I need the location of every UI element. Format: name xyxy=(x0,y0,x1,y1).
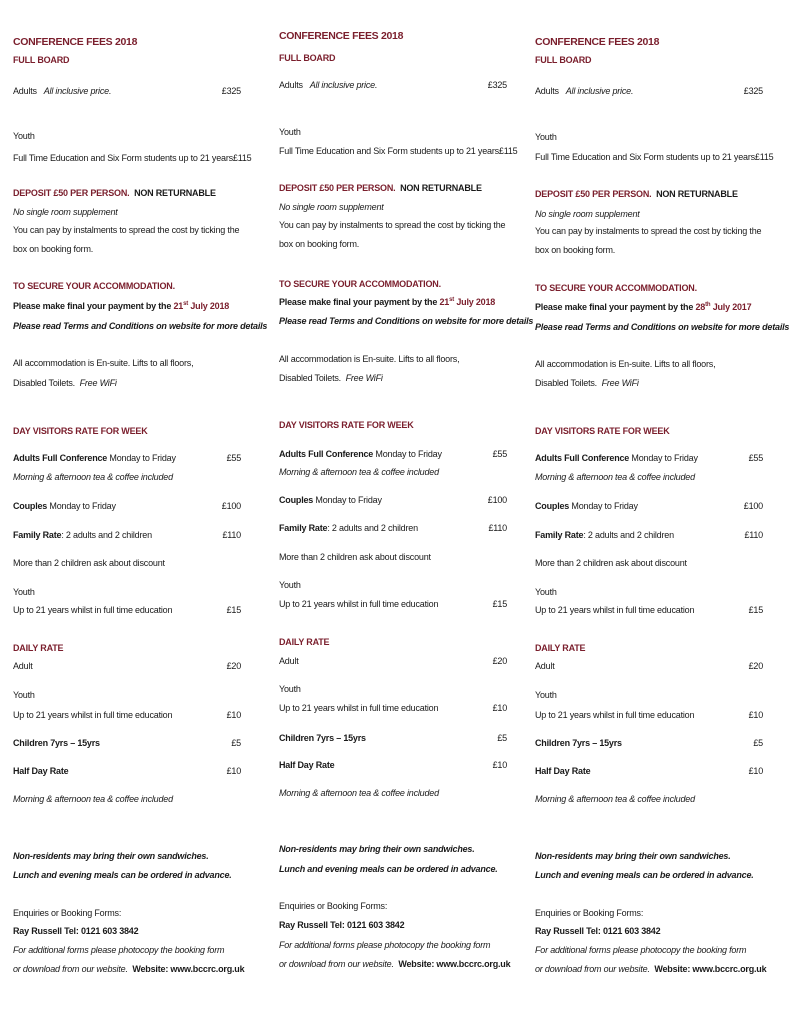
youth-label: Youth xyxy=(535,132,557,142)
adult-row xyxy=(13,660,241,672)
download-note: or download from our website. xyxy=(279,959,394,969)
youth-label: Youth xyxy=(279,127,301,137)
adults-full-label: Adults Full Conference xyxy=(13,453,108,463)
final-payment-date xyxy=(439,297,495,307)
dv-youth-label: Youth xyxy=(535,587,557,597)
website-line xyxy=(13,963,245,975)
free-wifi: Free WiFi xyxy=(345,373,383,383)
final-sup: th xyxy=(705,302,711,308)
adults-label: Adults xyxy=(279,80,303,90)
youth-desc: Full Time Education and Six Form students up to 21 years xyxy=(13,153,233,163)
disabled-toilets: Disabled Toilets. xyxy=(13,378,75,388)
children-price: £5 xyxy=(753,738,763,748)
family-row xyxy=(13,529,241,541)
deposit-non-returnable: NON RETURNABLE xyxy=(134,188,216,198)
dv-youth-desc: Up to 21 years whilst in full time education xyxy=(535,605,695,615)
children-row xyxy=(535,737,763,749)
halfday-price: £10 xyxy=(226,766,241,776)
adults-price: £325 xyxy=(487,80,507,90)
adult-row xyxy=(535,660,763,672)
more-children-note: More than 2 children ask about discount xyxy=(13,558,165,568)
meals-note: Lunch and evening meals can be ordered in advance. xyxy=(535,870,754,880)
day-visitors-title: DAY VISITORS RATE FOR WEEK xyxy=(13,426,148,436)
final-payment-date xyxy=(173,301,229,311)
family-row xyxy=(279,522,507,534)
website-link[interactable]: Website: www.bccrc.org.uk xyxy=(132,964,245,974)
full-board-label: FULL BOARD xyxy=(13,55,70,65)
enquiries-label: Enquiries or Booking Forms: xyxy=(535,908,644,918)
adults-note: All inclusive price. xyxy=(309,80,378,90)
couples-desc: Monday to Friday xyxy=(571,501,638,511)
final-month: July 2018 xyxy=(190,301,230,311)
more-children-note: More than 2 children ask about discount xyxy=(279,552,431,562)
adults-row xyxy=(279,79,507,91)
nonresidents-note: Non-residents may bring their own sandwiches. xyxy=(13,851,209,861)
couples-row xyxy=(13,500,241,512)
no-single-supplement: No single room supplement xyxy=(13,207,118,217)
secure-title: TO SECURE YOUR ACCOMMODATION. xyxy=(535,283,697,293)
family-price: £110 xyxy=(488,523,507,533)
adults-note: All inclusive price. xyxy=(565,86,634,96)
children-price: £5 xyxy=(497,733,507,743)
final-sup: st xyxy=(183,301,189,307)
column-title: CONFERENCE FEES 2018 xyxy=(535,36,660,48)
children-label: Children 7yrs – 15yrs xyxy=(279,733,366,743)
dv-youth-price: £15 xyxy=(748,605,763,615)
adults-note: All inclusive price. xyxy=(43,86,112,96)
family-price: £110 xyxy=(744,530,763,540)
halfday-label: Half Day Rate xyxy=(279,760,335,770)
secure-title: TO SECURE YOUR ACCOMMODATION. xyxy=(13,281,175,291)
youth-price: £115 xyxy=(754,152,774,162)
youth-price: £115 xyxy=(232,153,252,163)
dv-youth-price: £15 xyxy=(492,599,507,609)
daily-youth-row xyxy=(535,709,763,721)
family-desc: : 2 adults and 2 children xyxy=(61,530,152,540)
enquiries-label: Enquiries or Booking Forms: xyxy=(13,908,122,918)
adults-price: £325 xyxy=(221,86,241,96)
family-label: Family Rate xyxy=(279,523,328,533)
final-payment xyxy=(535,301,763,313)
adults-row xyxy=(535,85,763,97)
adults-full-row xyxy=(535,452,763,464)
dv-youth-desc: Up to 21 years whilst in full time education xyxy=(279,599,439,609)
adults-full-row xyxy=(279,448,507,460)
adult-label: Adult xyxy=(13,661,33,671)
disabled-line xyxy=(535,377,763,389)
meals-note: Lunch and evening meals can be ordered in advance. xyxy=(13,870,232,880)
daily-youth-price: £10 xyxy=(492,703,507,713)
couples-label: Couples xyxy=(279,495,314,505)
adults-full-price: £55 xyxy=(226,453,241,463)
children-row xyxy=(13,737,241,749)
deposit-non-returnable: NON RETURNABLE xyxy=(656,189,738,199)
final-payment-date xyxy=(695,302,751,312)
youth-desc: Full Time Education and Six Form students up to 21 years xyxy=(279,146,499,156)
family-label: Family Rate xyxy=(13,530,62,540)
day-visitors-title: DAY VISITORS RATE FOR WEEK xyxy=(279,420,414,430)
website-link[interactable]: Website: www.bccrc.org.uk xyxy=(654,964,767,974)
tea-note: Morning & afternoon tea & coffee included xyxy=(13,472,173,482)
deposit-line xyxy=(13,187,241,199)
final-payment xyxy=(13,300,241,312)
adults-full-days: Monday to Friday xyxy=(109,453,176,463)
adults-full-price: £55 xyxy=(492,449,507,459)
adults-row xyxy=(13,85,241,97)
meals-note: Lunch and evening meals can be ordered in advance. xyxy=(279,864,498,874)
instalments-note: You can pay by instalments to spread the cost by ticking the box on booking form. xyxy=(13,225,240,254)
ensuite-note: All accommodation is En-suite. Lifts to all floors, xyxy=(535,359,716,369)
final-day: 28 xyxy=(695,302,706,312)
couples-row xyxy=(279,494,507,506)
adult-price: £20 xyxy=(492,656,507,666)
youth-row xyxy=(13,152,252,164)
final-payment-text: Please make final your payment by the xyxy=(279,297,438,307)
halfday-row xyxy=(13,765,241,777)
couples-label: Couples xyxy=(13,501,48,511)
daily-rate-title: DAILY RATE xyxy=(279,637,330,647)
download-note: or download from our website. xyxy=(13,964,128,974)
no-single-supplement: No single room supplement xyxy=(279,202,384,212)
tea-note: Morning & afternoon tea & coffee included xyxy=(279,467,439,477)
column-title: CONFERENCE FEES 2018 xyxy=(279,30,404,42)
final-payment-text: Please make final your payment by the xyxy=(535,302,694,312)
adult-label: Adult xyxy=(279,656,299,666)
enquiries-label: Enquiries or Booking Forms: xyxy=(279,901,388,911)
tea-note-daily: Morning & afternoon tea & coffee included xyxy=(279,788,439,798)
contact-line: Ray Russell Tel: 0121 603 3842 xyxy=(13,926,139,936)
dv-youth-label: Youth xyxy=(279,580,301,590)
dv-youth-desc: Up to 21 years whilst in full time education xyxy=(13,605,173,615)
more-children-note: More than 2 children ask about discount xyxy=(535,558,687,568)
family-price: £110 xyxy=(222,530,241,540)
terms-note: Please read Terms and Conditions on website for more details xyxy=(279,316,534,326)
final-day: 21 xyxy=(439,297,450,307)
deposit-non-returnable: NON RETURNABLE xyxy=(400,183,482,193)
photocopy-note: For additional forms please photocopy the booking form xyxy=(279,940,491,950)
dv-youth-row xyxy=(279,598,507,610)
daily-youth-desc: Up to 21 years whilst in full time education xyxy=(279,703,439,713)
adult-label: Adult xyxy=(535,661,555,671)
dv-youth-price: £15 xyxy=(226,605,241,615)
family-row xyxy=(535,529,763,541)
no-single-supplement: No single room supplement xyxy=(535,209,640,219)
family-desc: : 2 adults and 2 children xyxy=(327,523,418,533)
adults-full-label: Adults Full Conference xyxy=(535,453,630,463)
dv-youth-row xyxy=(13,604,241,616)
couples-label: Couples xyxy=(535,501,570,511)
deposit-amount: DEPOSIT £50 PER PERSON. xyxy=(535,189,652,199)
daily-youth-label: Youth xyxy=(279,684,301,694)
deposit-line xyxy=(535,188,763,200)
youth-row xyxy=(535,151,774,163)
contact-line: Ray Russell Tel: 0121 603 3842 xyxy=(279,920,405,930)
free-wifi: Free WiFi xyxy=(79,378,117,388)
dv-youth-row xyxy=(535,604,763,616)
daily-youth-price: £10 xyxy=(748,710,763,720)
youth-price: £115 xyxy=(498,146,518,156)
adult-price: £20 xyxy=(226,661,241,671)
full-board-label: FULL BOARD xyxy=(279,53,336,63)
deposit-amount: DEPOSIT £50 PER PERSON. xyxy=(279,183,396,193)
children-price: £5 xyxy=(231,738,241,748)
website-link[interactable]: Website: www.bccrc.org.uk xyxy=(398,959,511,969)
daily-youth-label: Youth xyxy=(535,690,557,700)
terms-note: Please read Terms and Conditions on website for more details xyxy=(13,321,268,331)
column-title: CONFERENCE FEES 2018 xyxy=(13,36,138,48)
couples-price: £100 xyxy=(221,501,241,511)
daily-youth-row xyxy=(279,702,507,714)
halfday-label: Half Day Rate xyxy=(13,766,69,776)
disabled-toilets: Disabled Toilets. xyxy=(535,378,597,388)
halfday-label: Half Day Rate xyxy=(535,766,591,776)
final-day: 21 xyxy=(173,301,184,311)
family-label: Family Rate xyxy=(535,530,584,540)
youth-label: Youth xyxy=(13,131,35,141)
dv-youth-label: Youth xyxy=(13,587,35,597)
instalments-note: You can pay by instalments to spread the cost by ticking the box on booking form. xyxy=(279,220,506,249)
tea-note: Morning & afternoon tea & coffee included xyxy=(535,472,695,482)
adults-full-days: Monday to Friday xyxy=(631,453,698,463)
final-month: July 2018 xyxy=(456,297,496,307)
free-wifi: Free WiFi xyxy=(601,378,639,388)
photocopy-note: For additional forms please photocopy the booking form xyxy=(13,945,225,955)
disabled-line xyxy=(13,377,241,389)
nonresidents-note: Non-residents may bring their own sandwiches. xyxy=(279,844,475,854)
couples-desc: Monday to Friday xyxy=(315,495,382,505)
daily-youth-desc: Up to 21 years whilst in full time education xyxy=(13,710,173,720)
adults-full-row xyxy=(13,452,241,464)
adult-row xyxy=(279,655,507,667)
contact-line: Ray Russell Tel: 0121 603 3842 xyxy=(535,926,661,936)
day-visitors-title: DAY VISITORS RATE FOR WEEK xyxy=(535,426,670,436)
adult-price: £20 xyxy=(748,661,763,671)
ensuite-note: All accommodation is En-suite. Lifts to all floors, xyxy=(279,354,460,364)
children-label: Children 7yrs – 15yrs xyxy=(535,738,622,748)
final-sup: st xyxy=(449,297,455,303)
tea-note-daily: Morning & afternoon tea & coffee included xyxy=(535,794,695,804)
disabled-line xyxy=(279,372,507,384)
disabled-toilets: Disabled Toilets. xyxy=(279,373,341,383)
halfday-row xyxy=(535,765,763,777)
secure-title: TO SECURE YOUR ACCOMMODATION. xyxy=(279,279,441,289)
deposit-line xyxy=(279,182,507,194)
adults-price: £325 xyxy=(743,86,763,96)
daily-rate-title: DAILY RATE xyxy=(13,643,64,653)
daily-youth-desc: Up to 21 years whilst in full time education xyxy=(535,710,695,720)
daily-youth-label: Youth xyxy=(13,690,35,700)
adults-full-price: £55 xyxy=(748,453,763,463)
daily-rate-title: DAILY RATE xyxy=(535,643,586,653)
deposit-amount: DEPOSIT £50 PER PERSON. xyxy=(13,188,130,198)
ensuite-note: All accommodation is En-suite. Lifts to all floors, xyxy=(13,358,194,368)
adults-full-days: Monday to Friday xyxy=(375,449,442,459)
photocopy-note: For additional forms please photocopy the booking form xyxy=(535,945,747,955)
website-line xyxy=(279,958,511,970)
adults-label: Adults xyxy=(535,86,559,96)
family-desc: : 2 adults and 2 children xyxy=(583,530,674,540)
youth-desc: Full Time Education and Six Form students up to 21 years xyxy=(535,152,755,162)
couples-desc: Monday to Friday xyxy=(49,501,116,511)
final-payment-text: Please make final your payment by the xyxy=(13,301,172,311)
instalments-note: You can pay by instalments to spread the cost by ticking the box on booking form. xyxy=(535,226,762,255)
couples-price: £100 xyxy=(743,501,763,511)
couples-price: £100 xyxy=(487,495,507,505)
halfday-price: £10 xyxy=(748,766,763,776)
children-label: Children 7yrs – 15yrs xyxy=(13,738,100,748)
website-line xyxy=(535,963,767,975)
full-board-label: FULL BOARD xyxy=(535,55,592,65)
youth-row xyxy=(279,145,518,157)
halfday-price: £10 xyxy=(492,760,507,770)
halfday-row xyxy=(279,759,507,771)
tea-note-daily: Morning & afternoon tea & coffee included xyxy=(13,794,173,804)
download-note: or download from our website. xyxy=(535,964,650,974)
adults-full-label: Adults Full Conference xyxy=(279,449,374,459)
daily-youth-price: £10 xyxy=(226,710,241,720)
final-month: July 2017 xyxy=(712,302,752,312)
children-row xyxy=(279,732,507,744)
terms-note: Please read Terms and Conditions on website for more details xyxy=(535,322,789,332)
adults-label: Adults xyxy=(13,86,37,96)
daily-youth-row xyxy=(13,709,241,721)
couples-row xyxy=(535,500,763,512)
final-payment xyxy=(279,296,507,308)
nonresidents-note: Non-residents may bring their own sandwiches. xyxy=(535,851,731,861)
